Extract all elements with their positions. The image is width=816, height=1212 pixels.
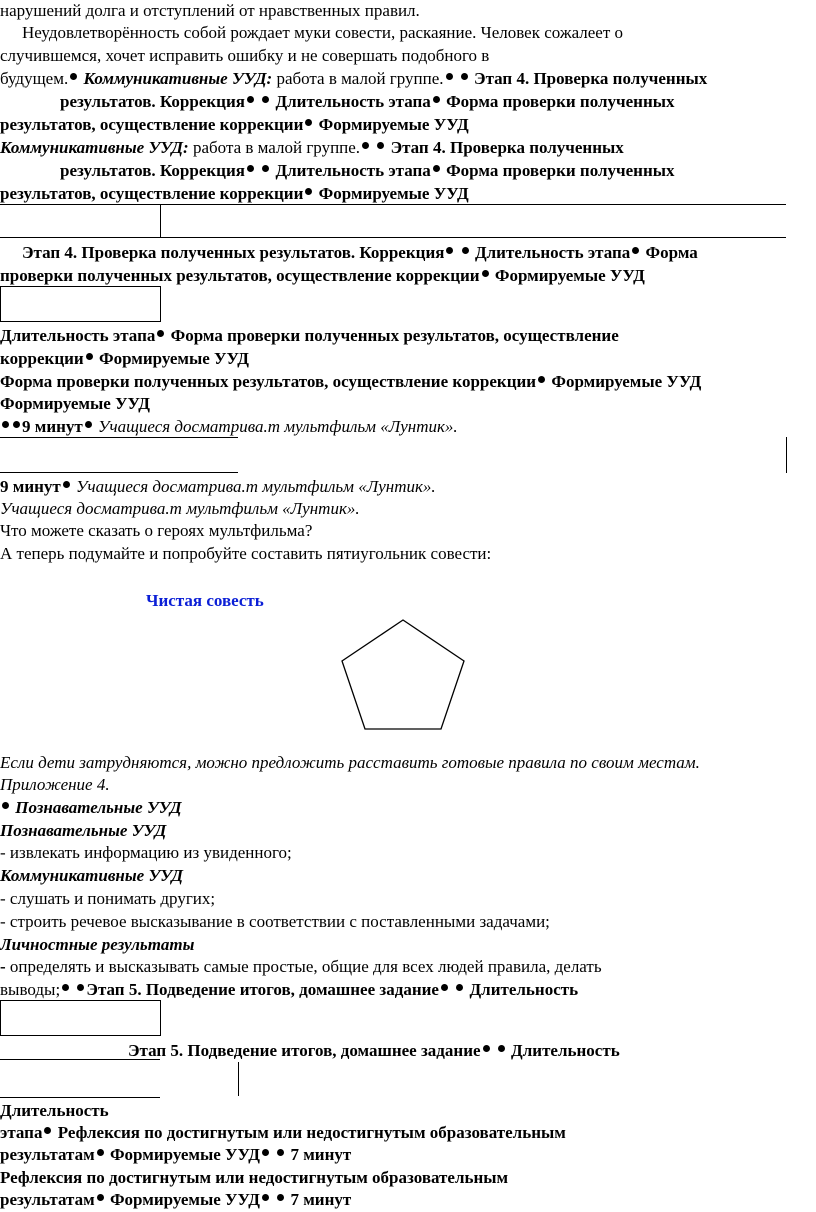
bullet-icon [498, 1045, 505, 1052]
text-line: Если дети затрудняются, можно предложить расставить готовые правила по своим местам. [0, 753, 700, 772]
text-line: Личностные результаты [0, 935, 195, 954]
text-line: Длительность этапа Форма проверки полученных результатов, осуществление [0, 326, 619, 345]
bullet-icon [456, 984, 463, 991]
text-line: Познавательные УУД [0, 821, 167, 840]
divider [238, 1062, 239, 1096]
bullet-icon [446, 73, 453, 80]
bullet-icon [305, 188, 312, 195]
bullet-icon [262, 165, 269, 172]
bullet-icon [247, 96, 254, 103]
text-line: результатов. Коррекция Длительность этапа Форма проверки полученных [60, 161, 675, 180]
bullet-icon [362, 142, 369, 149]
bullet-icon [433, 165, 440, 172]
text-line: случившемся, хочет исправить ошибку и не совершать подобного в [0, 46, 490, 65]
bullet-icon [77, 984, 84, 991]
bullet-icon [482, 270, 489, 277]
text-line: Приложение 4. [0, 775, 110, 794]
divider [0, 437, 238, 438]
bullet-icon [446, 247, 453, 254]
text-line: Коммуникативные УУД [0, 866, 184, 885]
text-line: этапа Рефлексия по достигнутым или недостигнутым образовательным [0, 1123, 566, 1142]
bullet-icon [483, 1045, 490, 1052]
text-line: результатам Формируемые УУД 7 минут [0, 1190, 352, 1209]
text-line: А теперь подумайте и попробуйте составить пятиугольник совести: [0, 544, 492, 563]
bullet-icon [97, 1194, 104, 1201]
text-line: Длительность [0, 1101, 109, 1120]
bullet-icon [262, 96, 269, 103]
bullet-icon [433, 96, 440, 103]
text-line: 9 минут Учащиеся досматрива.т мультфильм «Лунтик». [0, 477, 436, 496]
bullet-icon [63, 481, 70, 488]
text-line: 9 минут Учащиеся досматрива.т мультфильм «Лунтик». [0, 416, 812, 438]
text-line: Познавательные УУД [0, 797, 812, 819]
text-line: - извлекать информацию из увиденного; [0, 843, 292, 862]
divider [0, 237, 786, 238]
text-line: Учащиеся досматрива.т мультфильм «Лунтик». [0, 499, 360, 518]
divider [786, 437, 787, 473]
divider [0, 204, 786, 205]
divider [0, 1097, 160, 1098]
bullet-icon [262, 1149, 269, 1156]
bullet-icon [97, 1149, 104, 1156]
bullet-icon [462, 247, 469, 254]
empty-table-cell [0, 1000, 161, 1036]
bullet-icon [377, 142, 384, 149]
bullet-icon [44, 1127, 51, 1134]
text-line: Этап 5. Подведение итогов, домашнее задание Длительность [128, 1041, 620, 1060]
bullet-icon [441, 984, 448, 991]
text-line: результатов. Коррекция Длительность этапа Форма проверки полученных [60, 92, 675, 111]
text-line: Что можете сказать о героях мультфильма? [0, 521, 313, 540]
bullet-icon [157, 330, 164, 337]
text-line: Коммуникативные УУД: работа в малой группе. Этап 4. Проверка полученных [0, 138, 624, 157]
text-line: Этап 4. Проверка полученных результатов. Коррекция Длительность этапа Форма [22, 243, 698, 262]
bullet-icon [277, 1194, 284, 1201]
bullet-icon [538, 376, 545, 383]
bullet-icon [70, 73, 77, 80]
text-line: будущем. Коммуникативные УУД: работа в малой группе. Этап 4. Проверка полученных [0, 69, 708, 88]
text-line: - определять и высказывать самые простые, общие для всех людей правила, делать [0, 957, 602, 976]
divider [0, 472, 238, 473]
bullet-icon [262, 1194, 269, 1201]
text-line: - строить речевое высказывание в соответствии с поставленными задачами; [0, 912, 550, 931]
bullet-icon [305, 119, 312, 126]
text-line: - слушать и понимать других; [0, 889, 216, 908]
bullet-icon [247, 165, 254, 172]
text-line: Формируемые УУД [0, 394, 151, 413]
bullet-icon [2, 421, 9, 428]
text-line: нарушений долга и отступлений от нравственных правил. [0, 1, 420, 20]
text-line: выводы; Этап 5. Подведение итогов, домашнее задание Длительность [0, 980, 579, 999]
text-line: Форма проверки полученных результатов, осуществление коррекции Формируемые УУД [0, 372, 702, 391]
bullet-icon [62, 984, 69, 991]
text-line: проверки полученных результатов, осуществление коррекции Формируемые УУД [0, 266, 645, 285]
bullet-icon [277, 1149, 284, 1156]
bullet-icon [2, 802, 9, 809]
text-line: Рефлексия по достигнутым или недостигнутым образовательным [0, 1168, 509, 1187]
bullet-icon [86, 353, 93, 360]
text-line: Неудовлетворённость собой рождает муки совести, раскаяние. Человек сожалеет о [22, 23, 624, 42]
text-line: результатов, осуществление коррекции Формируемые УУД [0, 184, 469, 203]
bullet-icon [13, 421, 20, 428]
divider [160, 204, 161, 237]
empty-table-cell [0, 286, 161, 322]
bullet-icon [85, 421, 92, 428]
bullet-icon [461, 73, 468, 80]
bullet-icon [632, 247, 639, 254]
text-line: коррекции Формируемые УУД [0, 349, 249, 368]
divider [0, 1059, 160, 1060]
text-line: результатов, осуществление коррекции Формируемые УУД [0, 115, 469, 134]
diagram-title: Чистая совесть [146, 591, 264, 610]
text-line: результатам Формируемые УУД 7 минут [0, 1145, 352, 1164]
pentagon-diagram [330, 610, 480, 735]
